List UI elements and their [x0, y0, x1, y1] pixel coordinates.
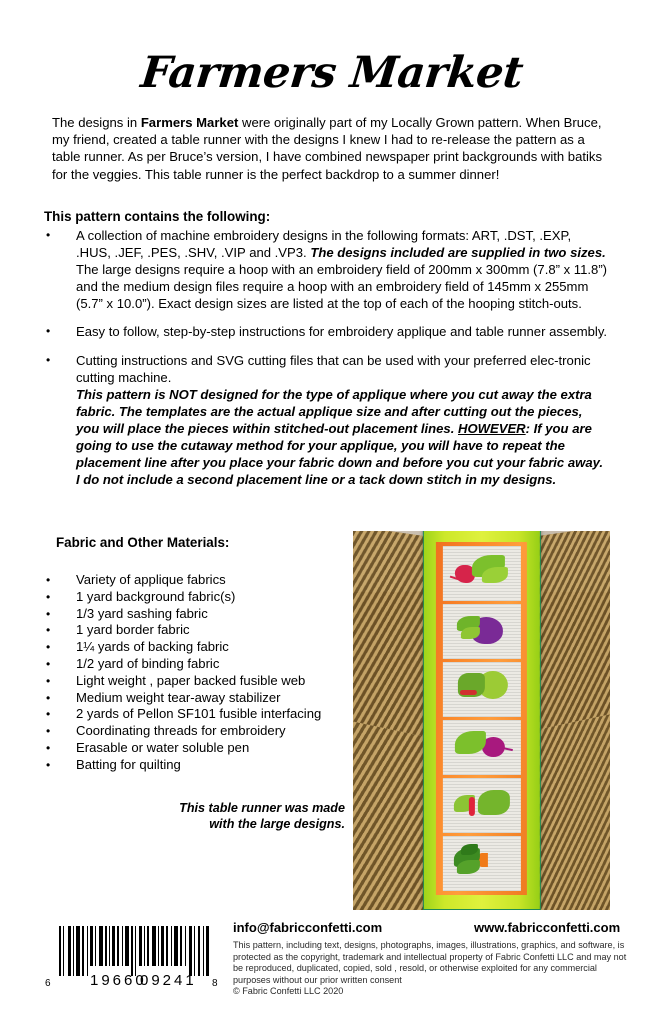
barcode-right-group: 09241	[140, 972, 197, 989]
list-item	[44, 589, 344, 606]
list-item	[44, 673, 344, 690]
bullet-marker: •	[46, 228, 51, 242]
list-item	[44, 227, 608, 312]
list-item	[44, 706, 344, 723]
list-item-text: 1/3 yard sashing fabric	[76, 605, 208, 621]
list-item-text: Coordinating threads for embroidery	[76, 723, 286, 739]
bullet-text-part1: Cutting instructions and SVG cutting files that can be used with your preferred elec-tronic cutting machine.	[76, 352, 591, 385]
list-item-text: 1¼ yards of backing fabric	[76, 639, 229, 655]
list-item-text: Variety of applique fabrics	[76, 572, 226, 587]
beet-icon	[443, 720, 521, 775]
list-item-text: 1/2 yard of binding fabric	[76, 655, 220, 671]
runner-inner-border	[436, 542, 527, 895]
bullet-marker: •	[46, 690, 51, 705]
list-item-text: Batting for quilting	[76, 756, 181, 772]
photo-caption	[150, 800, 345, 832]
bullet-marker: •	[46, 740, 51, 755]
list-item-text: Easy to follow, step-by-step instructions for embroidery applique and table runner assembly.	[76, 324, 608, 340]
list-item	[44, 690, 344, 707]
list-item	[44, 352, 608, 489]
legal-text: This pattern, including text, designs, photographs, images, illustrations, graphics, and software, is protected as the copyright, trademark and intellectual property of Fabric Confetti LLC and may not be reproduced, duplicated, copied, sold , resold, or otherwise exploited for any commercial purposes without our prior written consent	[233, 940, 627, 985]
eggplant-icon	[443, 604, 521, 659]
carrot-icon	[443, 836, 521, 891]
legal-notice	[233, 940, 633, 998]
list-item-text: Medium weight tear-away stabilizer	[76, 689, 281, 705]
barcode-left-group: 19660	[90, 972, 147, 989]
photo-caption-line1: This table runner was made	[179, 801, 345, 815]
materials-heading: Fabric and Other Materials:	[56, 535, 230, 550]
email-address[interactable]: info@fabricconfetti.com	[233, 920, 383, 935]
veggie-panel-rhubarb	[443, 778, 521, 833]
however-underline: HOWEVER	[457, 420, 526, 436]
list-item-text: Erasable or water soluble pen	[76, 739, 250, 755]
radish-icon	[443, 546, 521, 601]
bullet-marker: •	[46, 589, 51, 604]
list-item	[44, 656, 344, 673]
intro-rest: were originally part of my Locally Grown pattern. When Bruce, my friend, created a table runner with the designs I knew I had to re-release the pattern as a table runner. As per Bruce’s version, I have combined newspaper print backgrounds with batiks for the veggies. This table runner is the perfect backdrop to a summer dinner!	[52, 115, 603, 182]
bullet-text-part2: The large designs require a hoop with an embroidery field of 200mm x 300mm (7.8” x 11.8”) and the medium design files require a hoop with an embroidery field of 145mm x 255mm (5.7” x 10.0”). Exact design sizes are listed at the top of each of the hooping stitch-outs.	[76, 262, 608, 312]
contains-bullet-list	[44, 227, 608, 499]
italic-note-tail: : If you are going to use the cutaway method for your applique, you will have to repeat the placement line after you place your fabric down and before you cut your fabric away. I do not include a second placement line or a tack down stitch in my designs.	[76, 420, 604, 488]
veggie-panel-eggplant	[443, 604, 521, 659]
bullet-marker: •	[46, 573, 51, 587]
bullet-marker: •	[46, 352, 51, 367]
list-item	[44, 323, 608, 340]
barcode-trail-digit: 8	[212, 978, 218, 989]
title-block	[0, 0, 663, 98]
list-item-text: 2 yards of Pellon SF101 fusible interfacing	[76, 706, 322, 722]
bullet-marker: •	[46, 623, 51, 638]
bullet-marker: •	[46, 757, 51, 772]
intro-prefix: The designs in	[52, 115, 141, 130]
list-item	[44, 606, 344, 623]
list-item-text: Light weight , paper backed fusible web	[76, 672, 306, 688]
list-item	[44, 639, 344, 656]
bullet-marker: •	[46, 640, 51, 655]
list-item-text	[76, 227, 608, 312]
veggie-panel-radish	[443, 546, 521, 601]
bullet-marker: •	[46, 656, 51, 671]
list-item	[44, 572, 344, 589]
copyright-line: © Fabric Confetti LLC 2020	[233, 986, 344, 997]
italic-note	[76, 387, 603, 487]
bullet-marker: •	[46, 673, 51, 688]
bullet-marker: •	[46, 724, 51, 739]
photo-wicker-chair-right-lower	[535, 711, 610, 910]
chard-bunch-icon	[443, 662, 521, 717]
barcode-lead-digit: 6	[45, 978, 51, 989]
italic-note-lead: This pattern is NOT designed for the type of applique where you cut away the extra fabric. The templates are the actual applique size and after cutting out the pieces, you will place the pieces within stitched-out placement lines.	[76, 386, 592, 436]
quilted-table-runner	[422, 531, 540, 910]
veggie-panel-beet	[443, 720, 521, 775]
photo-wicker-chair-left-lower	[353, 719, 428, 910]
rhubarb-icon	[443, 778, 521, 833]
table-runner-photo	[353, 531, 610, 910]
barcode	[45, 922, 221, 988]
list-item-text	[76, 352, 608, 489]
list-item	[44, 757, 344, 774]
veggie-panel-chard-bunch	[443, 662, 521, 717]
intro-paragraph	[52, 114, 608, 183]
list-item	[44, 622, 344, 639]
list-item	[44, 740, 344, 757]
materials-list	[44, 572, 344, 774]
bullet-marker: •	[46, 324, 51, 339]
website-url[interactable]: www.fabricconfetti.com	[474, 920, 621, 935]
page-title: Farmers Market	[138, 48, 525, 98]
bullet-marker: •	[46, 707, 51, 722]
list-item	[44, 723, 344, 740]
list-item-text: 1 yard border fabric	[76, 622, 190, 638]
bullet-marker: •	[46, 606, 51, 621]
intro-bold-title: Farmers Market	[140, 115, 239, 130]
list-item-text: 1 yard background fabric(s)	[76, 588, 236, 604]
bullet-text-part1: A collection of machine embroidery designs in the following formats: ART, .DST, .EXP, .HUS, .JEF, .PES, .SHV, .VIP and .VP3.	[76, 228, 572, 261]
veggie-panel-carrot	[443, 836, 521, 891]
contains-heading: This pattern contains the following:	[44, 209, 271, 224]
photo-caption-line2: with the large designs.	[209, 817, 345, 831]
bullet-emphasis: The designs included are supplied in two sizes.	[310, 245, 606, 261]
